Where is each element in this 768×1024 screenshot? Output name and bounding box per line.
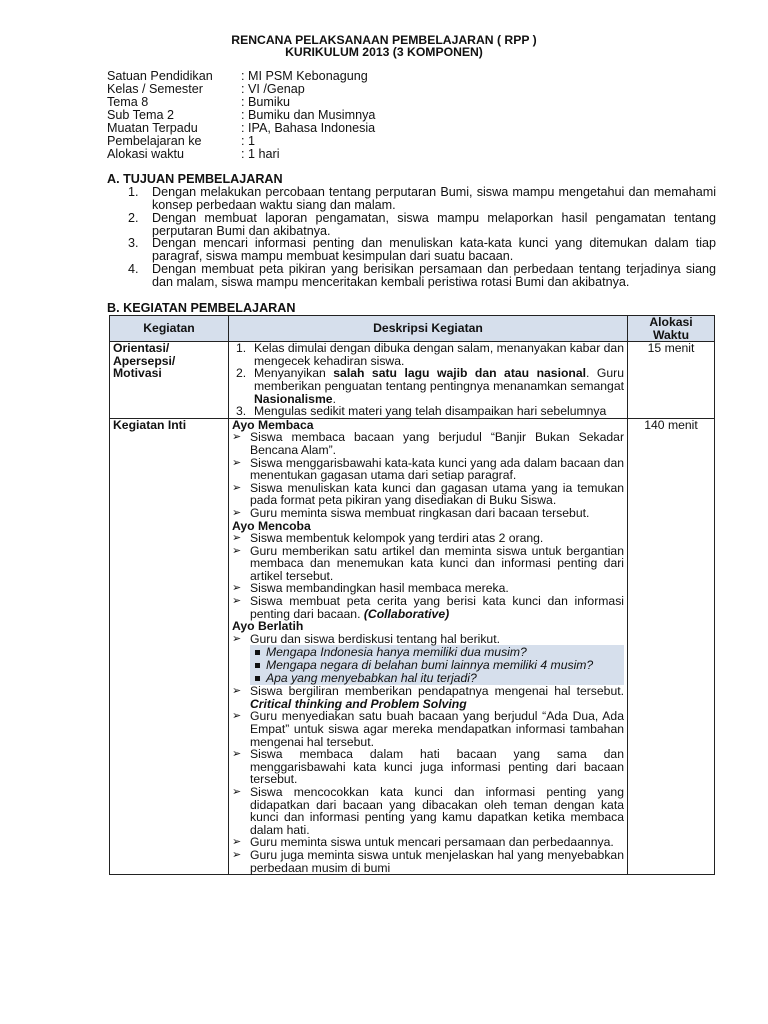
- arrow-bullet-icon: ➢: [232, 594, 242, 608]
- discussion-questions-list: [250, 646, 624, 684]
- list-item: [232, 786, 624, 836]
- section-b-heading: B. KEGIATAN PEMBELAJARAN: [107, 301, 296, 315]
- membaca-list: [232, 431, 624, 519]
- list-item: [232, 405, 624, 418]
- list-item: [232, 367, 624, 405]
- list-text: Guru meminta siswa untuk mencari persamaan dan perbedaannya.: [250, 835, 614, 850]
- identity-value: : Bumiku: [241, 95, 290, 109]
- subheading-ayo-mencoba: Ayo Mencoba: [232, 518, 311, 533]
- objective-number: 2.: [128, 211, 139, 225]
- table-row: [110, 342, 715, 419]
- table-row: [110, 418, 715, 874]
- column-header-alokasi: Alokasi Waktu: [628, 316, 715, 342]
- list-text: Guru meminta siswa membuat ringkasan dari bacaan tersebut.: [250, 505, 590, 520]
- alokasi-cell: 140 menit: [628, 418, 715, 874]
- question-text: Mengapa negara di belahan bumi lainnya memiliki 4 musim?: [266, 658, 594, 673]
- identity-value: : IPA, Bahasa Indonesia: [241, 121, 376, 135]
- identity-label: Sub Tema 2: [107, 108, 174, 122]
- deskripsi-cell: [229, 418, 628, 874]
- arrow-bullet-icon: ➢: [232, 480, 242, 494]
- arrow-bullet-icon: ➢: [232, 430, 242, 444]
- identity-row: [107, 83, 667, 96]
- identity-value: : 1: [241, 134, 256, 148]
- arrow-bullet-icon: ➢: [232, 709, 242, 723]
- table-header-row: [110, 316, 715, 342]
- kegiatan-cell: Kegiatan Inti: [110, 418, 229, 874]
- list-text: Siswa membuat peta cerita yang berisi kata kunci dan informasi penting dari bacaan.: [250, 594, 624, 621]
- objective-item: [128, 212, 716, 237]
- list-number: 2.: [236, 366, 247, 381]
- list-item: [232, 849, 624, 874]
- list-text-emphasis: Nasionalisme: [254, 391, 333, 406]
- identity-value: : MI PSM Kebonagung: [241, 69, 368, 83]
- identity-row: [107, 96, 667, 109]
- kegiatan-cell: Orientasi/ Apersepsi/ Motivasi: [110, 342, 229, 419]
- kegiatan-table: [109, 315, 715, 875]
- subheading-ayo-berlatih: Ayo Berlatih: [232, 619, 304, 634]
- list-text: . Guru memberikan penguatan tentang pentingnya menanamkan semangat: [254, 366, 624, 393]
- arrow-bullet-icon: ➢: [232, 784, 242, 798]
- list-text: Guru memberikan satu artikel dan meminta siswa untuk bergantian membaca dan menemukan kata kunci dan informasi penting dari artikel tersebut.: [250, 543, 624, 583]
- list-number: 1.: [236, 341, 247, 356]
- berlatih-intro-list: [232, 633, 624, 646]
- mencoba-list: [232, 532, 624, 620]
- document-title-line1: RENCANA PELAKSANAAN PEMBELAJARAN ( RPP ): [231, 33, 537, 47]
- list-text: Siswa membaca bacaan yang berjudul “Banjir Bukan Sekadar Bencana Alam”.: [250, 430, 624, 457]
- arrow-bullet-icon: ➢: [232, 455, 242, 469]
- identity-value: : Bumiku dan Musimnya: [241, 108, 376, 122]
- square-bullet-icon: [255, 663, 260, 668]
- list-item: [232, 685, 624, 710]
- identity-row: [107, 148, 667, 161]
- list-text: Menyanyikan: [254, 366, 334, 381]
- objective-number: 3.: [128, 236, 139, 250]
- list-text: Siswa menuliskan kata kunci dan gagasan utama yang ia temukan pada format peta pikiran yang disediakan di Buku Siswa.: [250, 480, 624, 508]
- arrow-bullet-icon: ➢: [232, 631, 242, 645]
- list-item: [232, 507, 624, 520]
- identity-label: Muatan Terpadu: [107, 121, 198, 135]
- identity-label: Satuan Pendidikan: [107, 69, 213, 83]
- list-text: Siswa mencocokkan kata kunci dan informasi penting yang didapatkan dari bacaan yang dibacakan oleh teman dengan kata kunci dan informasi penting yang kamu dapatkan ketika membaca dalam hati.: [250, 784, 624, 837]
- list-item: [232, 633, 624, 646]
- list-text: .: [332, 391, 336, 406]
- arrow-bullet-icon: ➢: [232, 581, 242, 595]
- list-item: [232, 595, 624, 620]
- arrow-bullet-icon: ➢: [232, 543, 242, 557]
- identity-value: : 1 hari: [241, 147, 280, 161]
- objective-text: Dengan melakukan percobaan tentang perputaran Bumi, siswa mampu mengetahui dan memahami konsep perbedaan waktu siang dan malam.: [152, 185, 716, 212]
- list-text-emphasis: Critical thinking and Problem Solving: [250, 696, 467, 711]
- list-text: Guru menyediakan satu buah bacaan yang berjudul “Ada Dua, Ada Empat” untuk siswa agar mereka mendapatkan informasi tambahan mengenai hal tersebut.: [250, 709, 624, 749]
- objective-text: Dengan mencari informasi penting dan menuliskan kata-kata kunci yang ditemukan dalam tiap paragraf, siswa mampu membuat kesimpulan dari suatu bacaan.: [152, 236, 716, 263]
- list-text: Guru dan siswa berdiskusi tentang hal berikut.: [250, 631, 500, 646]
- question-text: Apa yang menyebabkan hal itu terjadi?: [266, 670, 477, 685]
- berlatih-list: [232, 685, 624, 874]
- objective-number: 1.: [128, 185, 139, 199]
- objective-item: [128, 186, 716, 211]
- list-text: Siswa bergiliran memberikan pendapatnya mengenai hal tersebut.: [250, 684, 624, 699]
- deskripsi-cell: [229, 342, 628, 419]
- section-a-heading: A. TUJUAN PEMBELAJARAN: [107, 172, 283, 186]
- list-number: 3.: [236, 404, 247, 419]
- objective-number: 4.: [128, 262, 139, 276]
- identity-row: [107, 135, 667, 148]
- list-item: [232, 431, 624, 456]
- list-text: Guru juga meminta siswa untuk menjelaskan hal yang menyebabkan perbedaan musim di bumi: [250, 847, 624, 875]
- subheading-ayo-membaca: Ayo Membaca: [232, 417, 314, 432]
- objective-text: Dengan membuat laporan pengamatan, siswa mampu melaporkan hasil pengamatan tentang perputaran Bumi dan akibatnya.: [152, 211, 716, 238]
- objective-item: [128, 263, 716, 288]
- list-text: Kelas dimulai dengan dibuka dengan salam, menanyakan kabar dan mengecek kehadiran siswa.: [254, 341, 624, 368]
- list-text: Siswa membaca dalam hati bacaan yang sama dan menggarisbawahi kata kunci juga informasi penting dari bacaan tersebut.: [250, 747, 624, 787]
- square-bullet-icon: [255, 650, 260, 655]
- objective-text: Dengan membuat peta pikiran yang berisikan persamaan dan perbedaan tentang terjadinya siang dan malam, siswa mampu menceritakan kembali peristiwa rotasi Bumi dan akibatnya.: [152, 262, 716, 289]
- list-text: Mengulas sedikit materi yang telah disampaikan hari sebelumnya: [254, 404, 607, 419]
- arrow-bullet-icon: ➢: [232, 684, 242, 698]
- list-item: [232, 457, 624, 482]
- list-text-emphasis: (Collaborative): [363, 606, 450, 621]
- list-text-emphasis: salah satu lagu wajib dan atau nasional: [333, 366, 587, 381]
- list-text: Siswa menggarisbawahi kata-kata kunci yang ada dalam bacaan dan menentukan gagasan utama dari setiap paragraf.: [250, 455, 624, 483]
- square-bullet-icon: [255, 676, 260, 681]
- list-item: [232, 342, 624, 367]
- alokasi-cell: 15 menit: [628, 342, 715, 419]
- identity-label: Alokasi waktu: [107, 147, 184, 161]
- document-title-line2: KURIKULUM 2013 (3 KOMPONEN): [285, 45, 483, 59]
- list-item: [232, 545, 624, 583]
- objective-item: [128, 237, 716, 262]
- identity-label: Kelas / Semester: [107, 82, 203, 96]
- list-item: [232, 748, 624, 786]
- arrow-bullet-icon: ➢: [232, 747, 242, 761]
- question-item: [250, 672, 624, 685]
- arrow-bullet-icon: ➢: [232, 505, 242, 519]
- orientation-list: [232, 342, 624, 418]
- list-text: Siswa membentuk kelompok yang terdiri atas 2 orang.: [250, 531, 544, 546]
- list-item: [232, 482, 624, 507]
- identity-label: Pembelajaran ke: [107, 134, 202, 148]
- arrow-bullet-icon: ➢: [232, 835, 242, 849]
- identity-value: : VI /Genap: [241, 82, 305, 96]
- list-item: [232, 710, 624, 748]
- arrow-bullet-icon: ➢: [232, 531, 242, 545]
- column-header-kegiatan: Kegiatan: [110, 316, 229, 342]
- list-text: Siswa membandingkan hasil membaca mereka.: [250, 581, 509, 596]
- question-text: Mengapa Indonesia hanya memiliki dua musim?: [266, 645, 527, 660]
- column-header-deskripsi: Deskripsi Kegiatan: [229, 316, 628, 342]
- arrow-bullet-icon: ➢: [232, 847, 242, 861]
- discussion-questions-box: [250, 645, 624, 685]
- identity-label: Tema 8: [107, 95, 149, 109]
